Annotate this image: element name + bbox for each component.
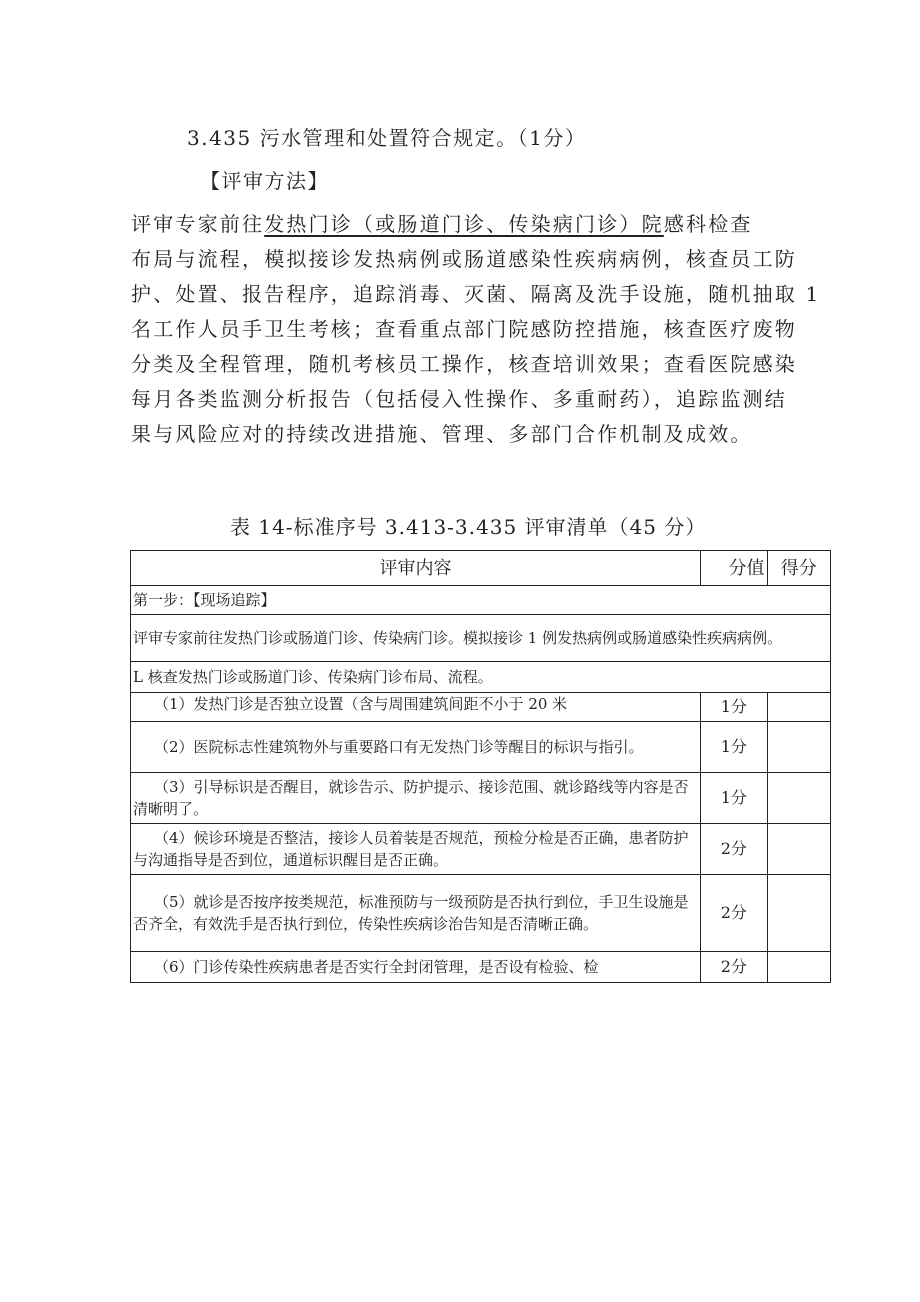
- header-got: 得分: [767, 551, 830, 586]
- method-body-line-5: 分类及全程管理，随机考核员工操作，核查培训效果；查看医院感染: [131, 352, 797, 376]
- method-body: [131, 207, 831, 452]
- rule-line: 3.435 污水管理和处置符合规定。（1分）: [187, 126, 587, 150]
- item-text: （3）引导标识是否醒目，就诊告示、防护提示、接诊范围、就诊路线等内容是否清晰明了。: [131, 773, 701, 824]
- table-row: [131, 952, 831, 983]
- item-text: [131, 693, 701, 722]
- item-score: 1分: [701, 773, 767, 824]
- method-body-line-6: 每月各类监测分析报告（包括侵入性操作、多重耐药），追踪监测结: [131, 387, 787, 411]
- item-text: （6）门诊传染性疾病患者是否实行全封闭管理，是否设有检验、检: [131, 952, 701, 983]
- table-caption: 表 14-标准序号 3.413-3.435 评审清单（45 分）: [230, 515, 707, 539]
- header-content: 评审内容: [131, 551, 701, 586]
- item-text: （5）就诊是否按序按类规范，标准预防与一级预防是否执行到位，手卫生设施是否齐全，有效洗手是否执行到位，传染性疾病诊治告知是否清晰正确。: [131, 875, 701, 952]
- item-text-1: （1）发热门诊是否独立设置（含与周围建筑间距不小于 20 米: [154, 695, 568, 713]
- step-row: [131, 586, 831, 615]
- item-score: 1分: [701, 722, 767, 773]
- method-body-line-1-end: 感科检查: [663, 212, 753, 236]
- review-checklist-table: [130, 550, 831, 983]
- item-got: [767, 875, 830, 952]
- table-row: [131, 693, 831, 722]
- table-row: [131, 824, 831, 875]
- method-body-line-1: [131, 207, 831, 242]
- table-row: [131, 875, 831, 952]
- header-score: 分值: [701, 551, 767, 586]
- method-heading: 【评审方法】: [200, 169, 329, 193]
- item-got: [767, 693, 830, 722]
- intro-text: 评审专家前往发热门诊或肠道门诊、传染病门诊。模拟接诊 1 例发热病例或肠道感染性疾病病例。: [131, 615, 831, 662]
- item-got: [767, 952, 830, 983]
- item-got: [767, 773, 830, 824]
- item-score: 1分: [701, 693, 767, 722]
- item-text: （2）医院标志性建筑物外与重要路口有无发热门诊等醒目的标识与指引。: [131, 722, 701, 773]
- method-body-line-4: 名工作人员手卫生考核；查看重点部门院感防控措施，核查医疗废物: [131, 317, 797, 341]
- table-header-row: [131, 551, 831, 586]
- table-row: [131, 722, 831, 773]
- item-score: 2分: [701, 952, 767, 983]
- check-row: [131, 662, 831, 693]
- step-label: 第一步：【现场追踪】: [131, 586, 831, 615]
- method-body-line-2: 布局与流程，模拟接诊发热病例或肠道感染性疾病病例，核查员工防: [131, 247, 797, 271]
- method-body-line-7: 果与风险应对的持续改进措施、管理、多部门合作机制及成效。: [131, 422, 753, 446]
- item-score: 2分: [701, 824, 767, 875]
- table-row: [131, 773, 831, 824]
- item-score: 2分: [701, 875, 767, 952]
- method-body-intro: 评审专家前往: [131, 212, 265, 236]
- check-text: L 核查发热门诊或肠道门诊、传染病门诊布局、流程。: [131, 662, 831, 693]
- method-body-underlined: 发热门诊（或肠道门诊、传染病门诊）院: [264, 212, 664, 236]
- item-text: （4）候诊环境是否整洁，接诊人员着装是否规范，预检分检是否正确，患者防护与沟通指导是否到位，通道标识醒目是否正确。: [131, 824, 701, 875]
- item-got: [767, 824, 830, 875]
- item-got: [767, 722, 830, 773]
- method-body-line-3: 护、处置、报告程序，追踪消毒、灭菌、隔离及洗手设施，随机抽取 1: [131, 282, 821, 306]
- intro-row: [131, 615, 831, 662]
